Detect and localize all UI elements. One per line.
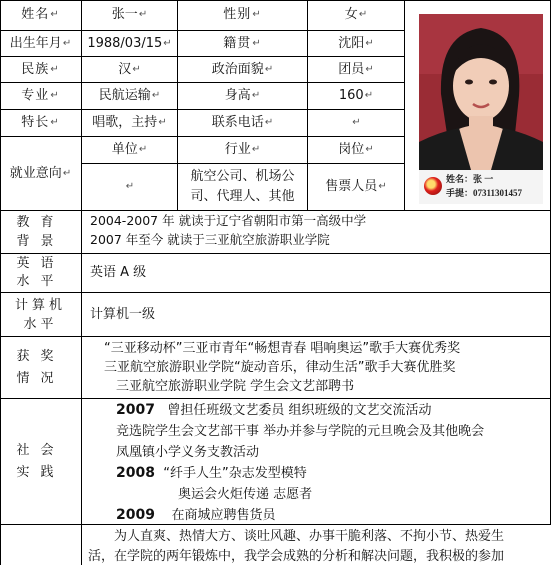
practice-item: 竞选院学生会文艺部干事 举办并参与学院的元旦晚会及其他晚会 <box>116 424 485 439</box>
practice-item: 奥运会火炬传递 志愿者 <box>178 487 313 502</box>
photo-caption <box>419 170 543 204</box>
birth-value: 1988/03/15 ↵ <box>82 31 178 57</box>
logo-icon <box>424 177 442 195</box>
award-line: “三亚移动杯”三亚市青年“畅想青春 唱响奥运”歌手大赛优秀奖 <box>104 341 461 356</box>
education-line: 2007 年至今 就读于三亚航空旅游职业学院 <box>90 232 330 247</box>
intent-header-unit: 单位 ↵ <box>82 137 178 164</box>
major-value: 民航运输 ↵ <box>82 83 178 110</box>
self-eval-line: 为人直爽、热情大方、谈吐风趣、办事干脆利落、不拘小节、热爱生 <box>114 529 505 544</box>
origin-value: 沈阳 ↵ <box>308 31 405 57</box>
name-value: 张一 ↵ <box>82 0 178 31</box>
self-eval-line: 活，在学院的两年锻炼中，我学会成熟的分析和解决问题，我积极的参加 <box>88 549 505 564</box>
ethnicity-label: 民族 ↵ <box>0 57 82 83</box>
self-eval-content <box>88 527 548 567</box>
height-value: 160 ↵ <box>308 83 405 110</box>
phone-value: ↵ <box>308 110 405 137</box>
skill-value: 唱歌，主持 ↵ <box>82 110 178 137</box>
intent-header-position: 岗位 ↵ <box>308 137 405 164</box>
practice-content <box>116 400 546 526</box>
practice-label: 社会 实践 <box>0 399 82 525</box>
computer-label: 计算机 水平 <box>0 293 82 337</box>
height-label: 身高 ↵ <box>178 83 308 110</box>
major-label: 专业 ↵ <box>0 83 82 110</box>
award-line: 三亚航空旅游职业学院“旋动音乐，律动生活”歌手大赛优胜奖 <box>104 360 456 375</box>
political-label: 政治面貌 ↵ <box>178 57 308 83</box>
intent-unit-value: ↵ <box>82 164 178 211</box>
gender-label: 性别 ↵ <box>178 0 308 31</box>
origin-label: 籍贯 ↵ <box>178 31 308 57</box>
intent-position-value: 售票人员 ↵ <box>308 164 405 211</box>
practice-item: 2009 在商城应聘售货员 <box>116 507 276 523</box>
caption-phone: 手提：07311301457 <box>446 188 523 198</box>
english-value: 英语 A 级 <box>82 254 551 293</box>
gender-value: 女 ↵ <box>308 0 405 31</box>
phone-label: 联系电话 ↵ <box>178 110 308 137</box>
skill-label: 特长 ↵ <box>0 110 82 137</box>
practice-item: 2008 “纤手人生”杂志发型模特 <box>116 465 307 481</box>
education-line: 2004-2007 年 就读于辽宁省朝阳市第一高级中学 <box>90 213 367 228</box>
portrait-illustration <box>419 14 543 170</box>
awards-label: 获奖 情况 <box>0 337 82 399</box>
self-eval-label <box>0 525 82 565</box>
award-line: 三亚航空旅游职业学院 学生会文艺部聘书 <box>116 379 355 394</box>
name-label: 姓名 ↵ <box>0 0 82 31</box>
awards-content <box>82 337 551 399</box>
practice-item: 2007 曾担任班级文艺委员 组织班级的文艺交流活动 <box>116 402 432 418</box>
birth-label: 出生年月 ↵ <box>0 31 82 57</box>
intent-label: 就业意向 ↵ <box>0 137 82 211</box>
political-value: 团员 ↵ <box>308 57 405 83</box>
intent-header-industry: 行业 ↵ <box>178 137 308 164</box>
education-content <box>82 211 551 254</box>
caption-name: 姓名：张 一 <box>446 174 494 184</box>
portrait-photo <box>419 14 543 204</box>
ethnicity-value: 汉 ↵ <box>82 57 178 83</box>
computer-value: 计算机一级 <box>82 293 551 337</box>
education-label: 教育 背景 <box>0 211 82 254</box>
english-label: 英语 水平 <box>0 254 82 293</box>
practice-item: 凤凰镇小学义务支教活动 <box>116 445 260 460</box>
intent-industry-value: 航空公司、机场公司、代理人、其他 <box>178 164 308 211</box>
